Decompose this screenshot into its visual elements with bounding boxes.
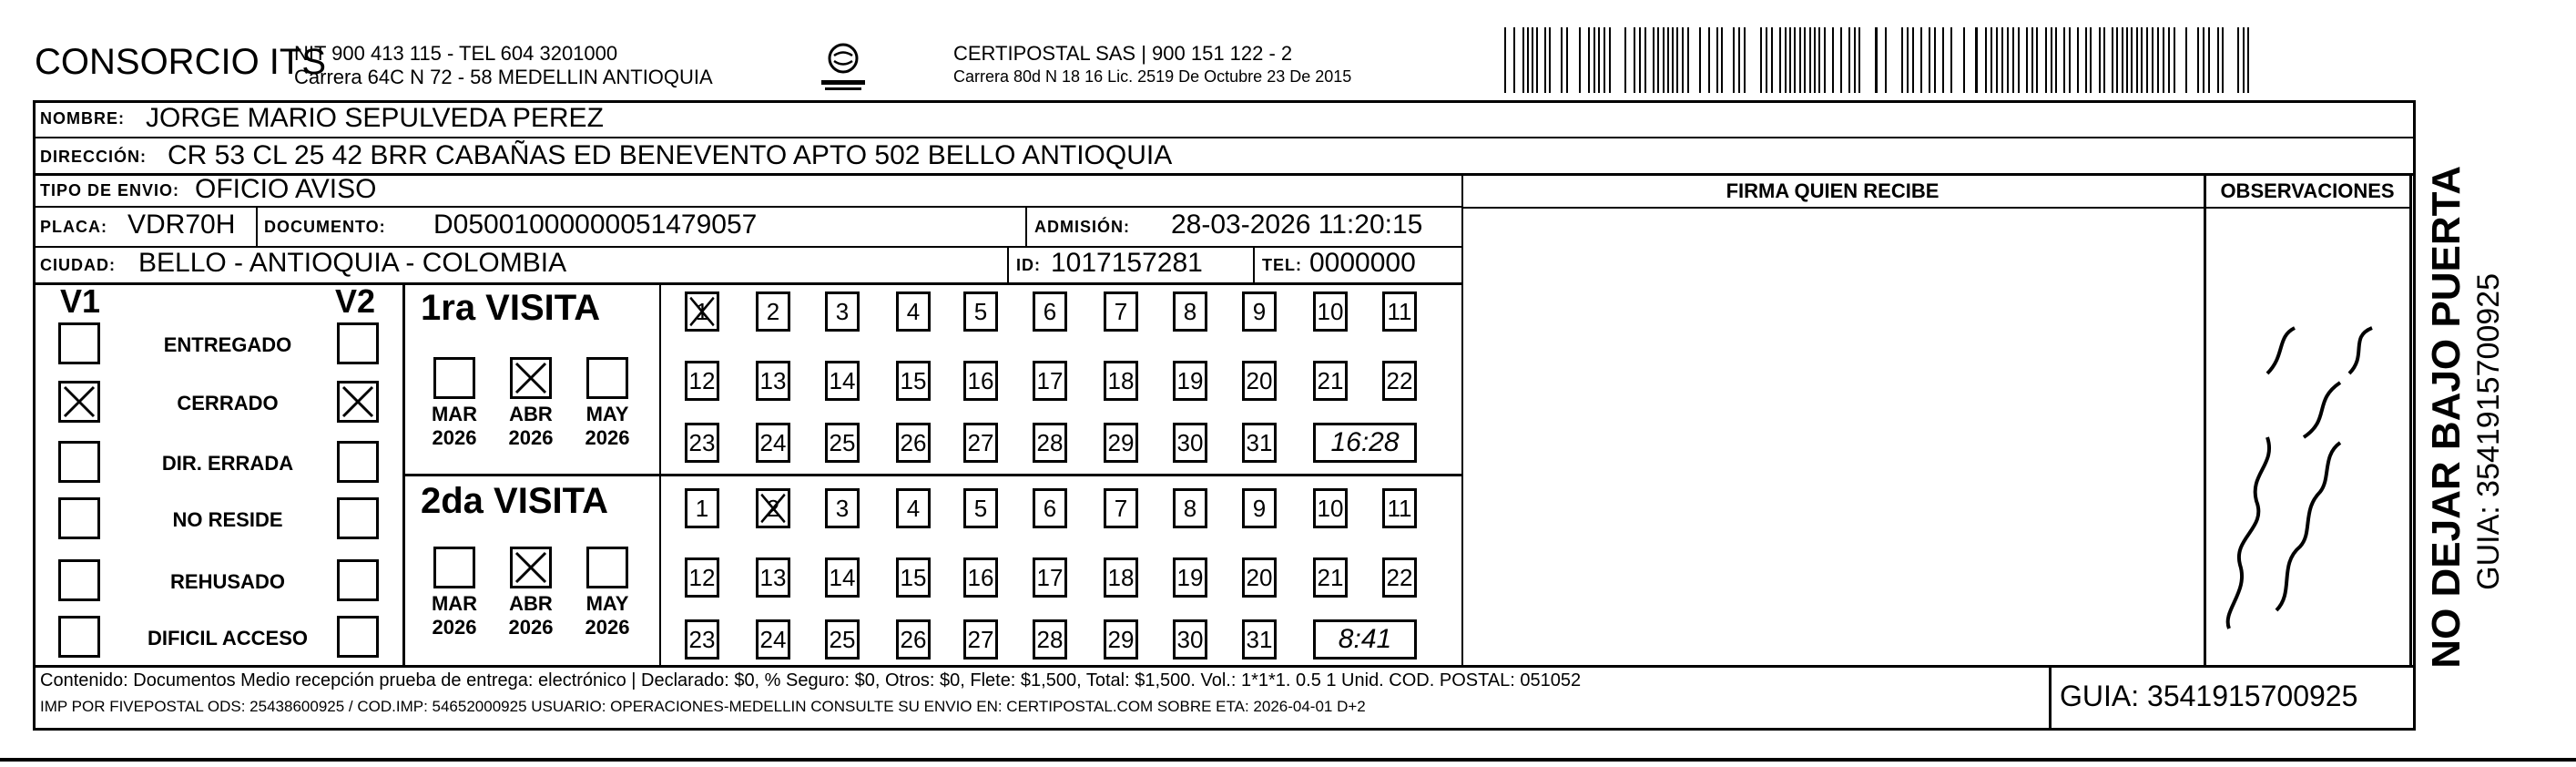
divider xyxy=(1007,246,1009,282)
visit-time[interactable]: 8:41 xyxy=(1313,619,1417,660)
v2-checkbox[interactable] xyxy=(337,559,379,601)
day-box[interactable]: 13 xyxy=(756,361,790,401)
day-box[interactable]: 10 xyxy=(1313,488,1348,528)
day-box[interactable]: 6 xyxy=(1033,291,1067,332)
divider xyxy=(1461,173,1463,665)
v1-checkbox[interactable] xyxy=(58,616,100,658)
month-checkbox[interactable] xyxy=(510,357,552,399)
name-label: NOMBRE: xyxy=(40,109,125,128)
day-box[interactable]: 2 xyxy=(756,488,790,528)
footer-guia: GUIA: 3541915700925 xyxy=(2060,680,2358,712)
id-number: 1017157281 xyxy=(1051,248,1203,278)
month-checkbox[interactable] xyxy=(586,357,628,399)
day-box[interactable]: 6 xyxy=(1033,488,1067,528)
v2-checkbox[interactable] xyxy=(337,441,379,483)
v1-checkbox[interactable] xyxy=(58,559,100,601)
day-box[interactable]: 15 xyxy=(896,557,931,598)
document-number: D05001000000051479057 xyxy=(433,210,758,240)
v2-checkbox[interactable] xyxy=(337,381,379,423)
divider xyxy=(2049,665,2052,731)
day-box[interactable]: 28 xyxy=(1033,423,1067,463)
day-box[interactable]: 18 xyxy=(1104,557,1138,598)
observations-header: OBSERVACIONES xyxy=(2220,179,2395,202)
day-box[interactable]: 8 xyxy=(1173,488,1207,528)
day-box[interactable]: 20 xyxy=(1242,557,1277,598)
day-box[interactable]: 28 xyxy=(1033,619,1067,660)
day-box[interactable]: 23 xyxy=(685,423,719,463)
month-checkbox[interactable] xyxy=(586,547,628,588)
send-type-label: TIPO DE ENVIO: xyxy=(40,181,180,199)
day-box[interactable]: 3 xyxy=(825,291,860,332)
day-box[interactable]: 21 xyxy=(1313,557,1348,598)
day-box[interactable]: 11 xyxy=(1382,488,1417,528)
address-label: DIRECCIÓN: xyxy=(40,148,147,166)
footer-imp: IMP POR FIVEPOSTAL ODS: 25438600925 / COD.IMP: 54652000925 USUARIO: OPERACIONES-MEDELLIN CONSULTE SU ENVIO EN: CERTIPOSTAL.COM SOBRE ETA: 2026-04-01 D+2 xyxy=(40,698,1366,715)
day-box[interactable]: 5 xyxy=(963,291,998,332)
day-box[interactable]: 14 xyxy=(825,557,860,598)
month-label: MAR 2026 xyxy=(431,403,478,449)
day-box[interactable]: 31 xyxy=(1242,619,1277,660)
tel-label: TEL: xyxy=(1262,256,1302,274)
v1-label: V1 xyxy=(60,282,101,320)
day-box[interactable]: 20 xyxy=(1242,361,1277,401)
day-box[interactable]: 23 xyxy=(685,619,719,660)
day-box[interactable]: 29 xyxy=(1104,423,1138,463)
day-box[interactable]: 12 xyxy=(685,557,719,598)
month-checkbox[interactable] xyxy=(433,357,475,399)
status-label: CERRADO xyxy=(177,392,279,414)
day-box[interactable]: 22 xyxy=(1382,361,1417,401)
visit-time[interactable]: 16:28 xyxy=(1313,423,1417,463)
day-box[interactable]: 26 xyxy=(896,423,931,463)
recipient-address: CR 53 CL 25 42 BRR CABAÑAS ED BENEVENTO APTO 502 BELLO ANTIOQUIA xyxy=(168,140,1173,170)
carrier-logo xyxy=(812,40,874,95)
v1-checkbox[interactable] xyxy=(58,441,100,483)
day-box[interactable]: 22 xyxy=(1382,557,1417,598)
plate: VDR70H xyxy=(127,210,236,240)
id-label: ID: xyxy=(1016,256,1041,274)
day-box[interactable]: 13 xyxy=(756,557,790,598)
footer-content: Contenido: Documentos Medio recepción prueba de entrega: electrónico | Declarado: $0, % Seguro: $0, Otros: $0, Flete: $1,500, Total: $1,500. Vol.: 1*1*1. 0.5 1 Unid. COD. POSTAL: 051052 xyxy=(40,670,1582,690)
day-box[interactable]: 26 xyxy=(896,619,931,660)
day-box[interactable]: 3 xyxy=(825,488,860,528)
day-box[interactable]: 18 xyxy=(1104,361,1138,401)
v2-checkbox[interactable] xyxy=(337,322,379,364)
divider xyxy=(659,282,661,665)
divider xyxy=(33,282,1461,285)
day-box[interactable]: 2 xyxy=(756,291,790,332)
day-box[interactable]: 17 xyxy=(1033,361,1067,401)
v2-checkbox[interactable] xyxy=(337,616,379,658)
send-type-row xyxy=(33,173,1461,206)
company-name: CONSORCIO ITS xyxy=(35,42,327,82)
recipient-name: JORGE MARIO SEPULVEDA PEREZ xyxy=(146,103,604,133)
day-box[interactable]: 9 xyxy=(1242,488,1277,528)
plate-label: PLACA: xyxy=(40,218,107,236)
month-label: MAR 2026 xyxy=(431,592,478,639)
no-dejar-warning: NO DEJAR BAJO PUERTA xyxy=(2424,166,2469,669)
v1-checkbox[interactable] xyxy=(58,322,100,364)
handwritten-signature xyxy=(2213,264,2395,647)
day-box[interactable]: 7 xyxy=(1104,291,1138,332)
day-box[interactable]: 4 xyxy=(896,291,931,332)
status-label: REHUSADO xyxy=(170,570,285,593)
day-box[interactable]: 19 xyxy=(1173,361,1207,401)
barcode xyxy=(1504,27,2253,93)
company-nit: NIT 900 413 115 - TEL 604 3201000 xyxy=(294,42,618,65)
divider xyxy=(1461,207,2409,209)
city-row xyxy=(33,246,1461,282)
day-box[interactable]: 9 xyxy=(1242,291,1277,332)
day-box[interactable]: 5 xyxy=(963,488,998,528)
day-box[interactable]: 25 xyxy=(825,423,860,463)
day-box[interactable]: 15 xyxy=(896,361,931,401)
day-box[interactable]: 14 xyxy=(825,361,860,401)
tel-number: 0000000 xyxy=(1309,248,1416,278)
day-box[interactable]: 19 xyxy=(1173,557,1207,598)
divider xyxy=(2204,173,2206,665)
day-box[interactable]: 16 xyxy=(963,557,998,598)
month-label: MAY 2026 xyxy=(585,592,630,639)
side-guia: GUIA: 3541915700925 xyxy=(2471,273,2506,590)
address-row xyxy=(33,137,2416,173)
city: BELLO - ANTIOQUIA - COLOMBIA xyxy=(138,248,567,278)
name-row xyxy=(33,100,2416,137)
divider xyxy=(402,474,1461,476)
day-box[interactable]: 30 xyxy=(1173,619,1207,660)
day-box[interactable]: 1 xyxy=(685,488,719,528)
day-box[interactable]: 24 xyxy=(756,423,790,463)
month-label: ABR 2026 xyxy=(508,592,554,639)
city-label: CIUDAD: xyxy=(40,256,116,274)
divider xyxy=(256,206,258,246)
status-label: DIR. ERRADA xyxy=(161,452,294,475)
admission-date: 28-03-2026 11:20:15 xyxy=(1171,210,1423,240)
month-checkbox[interactable] xyxy=(433,547,475,588)
divider xyxy=(1253,246,1255,282)
visit2-title: 2da VISITA xyxy=(421,481,608,521)
day-box[interactable]: 25 xyxy=(825,619,860,660)
day-box[interactable]: 24 xyxy=(756,619,790,660)
status-label: ENTREGADO xyxy=(163,333,292,356)
admission-label: ADMISIÓN: xyxy=(1034,218,1130,236)
bottom-rule xyxy=(0,758,2576,762)
day-box[interactable]: 7 xyxy=(1104,488,1138,528)
day-box[interactable]: 11 xyxy=(1382,291,1417,332)
day-box[interactable]: 10 xyxy=(1313,291,1348,332)
visit1-title: 1ra VISITA xyxy=(421,288,601,328)
v2-label: V2 xyxy=(335,282,376,320)
side-text xyxy=(2413,100,2559,731)
day-box[interactable]: 31 xyxy=(1242,423,1277,463)
day-box[interactable]: 27 xyxy=(963,423,998,463)
day-box[interactable]: 1 xyxy=(685,291,719,332)
plate-row xyxy=(33,206,1461,246)
v1-checkbox[interactable] xyxy=(58,381,100,423)
month-label: MAY 2026 xyxy=(585,403,630,449)
document-label: DOCUMENTO: xyxy=(264,218,386,236)
signature-header: FIRMA QUIEN RECIBE xyxy=(1726,179,1940,202)
company-address: Carrera 64C N 72 - 58 MEDELLIN ANTIOQUIA xyxy=(294,66,713,88)
day-box[interactable]: 12 xyxy=(685,361,719,401)
day-box[interactable]: 17 xyxy=(1033,557,1067,598)
month-label: ABR 2026 xyxy=(508,403,554,449)
divider xyxy=(33,665,2416,668)
carrier-address: Carrera 80d N 18 16 Lic. 2519 De Octubre 23 De 2015 xyxy=(953,67,1352,86)
status-label: DIFICIL ACCESO xyxy=(147,627,308,649)
status-label: NO RESIDE xyxy=(172,508,283,531)
month-checkbox[interactable] xyxy=(510,547,552,588)
divider xyxy=(1025,206,1027,246)
day-box[interactable]: 27 xyxy=(963,619,998,660)
carrier-name: CERTIPOSTAL SAS | 900 151 122 - 2 xyxy=(953,42,1293,65)
divider xyxy=(2409,173,2412,665)
day-box[interactable]: 8 xyxy=(1173,291,1207,332)
day-box[interactable]: 4 xyxy=(896,488,931,528)
day-box[interactable]: 21 xyxy=(1313,361,1348,401)
send-type: OFICIO AVISO xyxy=(195,174,377,204)
v1-checkbox[interactable] xyxy=(58,497,100,539)
day-box[interactable]: 16 xyxy=(963,361,998,401)
day-box[interactable]: 30 xyxy=(1173,423,1207,463)
day-box[interactable]: 29 xyxy=(1104,619,1138,660)
v2-checkbox[interactable] xyxy=(337,497,379,539)
